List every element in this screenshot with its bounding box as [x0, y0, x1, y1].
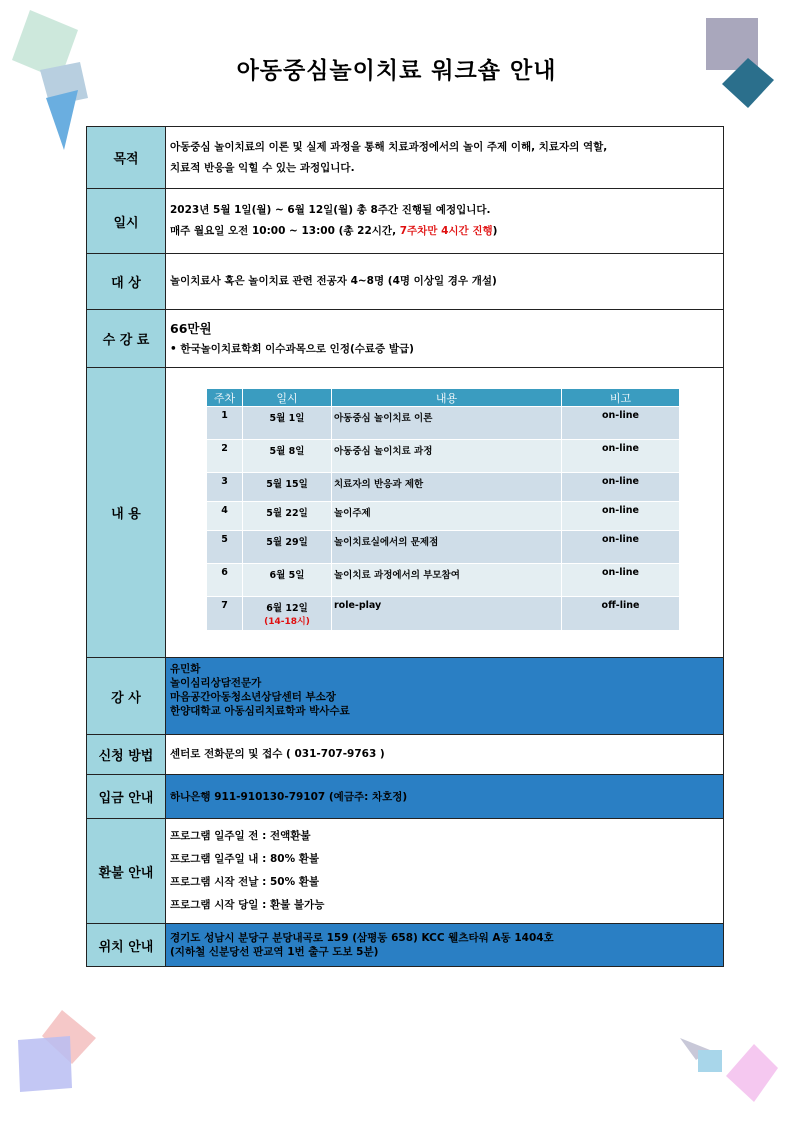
- schedule-line-2-end: ): [492, 225, 498, 237]
- instructor-position: 마음공간아동청소년상담센터 부소장: [170, 691, 336, 703]
- week-cell: 3: [207, 473, 243, 502]
- content-label: 내 용: [87, 368, 166, 658]
- fee-note: • 한국놀이치료학회 이수과목으로 인정(수료증 발급): [170, 342, 414, 355]
- curriculum-row: [207, 502, 680, 531]
- schedule-highlight: 7주차만 4시간 진행: [399, 225, 493, 237]
- date-text: 6월 12일: [266, 603, 308, 614]
- corner-decoration-bottom-right: [670, 1020, 793, 1121]
- week-cell: 4: [207, 502, 243, 531]
- curriculum-row: [207, 407, 680, 440]
- curriculum-row: [207, 564, 680, 597]
- page-title: 아동중심놀이치료 워크숍 안내: [236, 58, 557, 84]
- topic-cell: 치료자의 반응과 제한: [332, 473, 562, 502]
- header-date: 일시: [243, 389, 332, 407]
- purpose-value: [166, 127, 724, 189]
- target-label: 대 상: [87, 254, 166, 310]
- purpose-label: 목적: [87, 127, 166, 189]
- instructor-row: [87, 658, 724, 735]
- mode-cell: on-line: [562, 531, 680, 564]
- purpose-row: [87, 127, 724, 189]
- schedule-line-2-text: 매주 월요일 오전 10:00 ~ 13:00 (총 22시간,: [170, 225, 400, 237]
- refund-line: 프로그램 일주일 전 : 전액환불: [170, 830, 311, 842]
- curriculum-row: [207, 597, 680, 631]
- target-row: [87, 254, 724, 310]
- curriculum-table: [206, 388, 680, 631]
- purpose-line-2: 치료적 반응을 익힐 수 있는 과정입니다.: [170, 161, 355, 174]
- location-row: [87, 924, 724, 967]
- curriculum-row: [207, 531, 680, 564]
- mode-cell: off-line: [562, 597, 680, 631]
- schedule-value: [166, 189, 724, 254]
- fee-value: [166, 310, 724, 368]
- mode-cell: on-line: [562, 473, 680, 502]
- refund-value: [166, 819, 724, 924]
- week-cell: 5: [207, 531, 243, 564]
- mode-cell: on-line: [562, 440, 680, 473]
- target-value: 놀이치료사 혹은 놀이치료 관련 전공자 4~8명 (4명 이상일 경우 개설): [166, 254, 724, 310]
- header-topic: 내용: [332, 389, 562, 407]
- week-cell: 2: [207, 440, 243, 473]
- payment-row: [87, 775, 724, 819]
- location-value: [166, 924, 724, 967]
- refund-line: 프로그램 시작 전날 : 50% 환불: [170, 876, 320, 888]
- topic-cell: 놀이치료 과정에서의 부모참여: [332, 564, 562, 597]
- schedule-line-2: [170, 221, 719, 242]
- corner-decoration-bottom-left: [0, 1000, 110, 1121]
- info-table: [86, 126, 724, 967]
- date-cell: 5월 8일: [243, 440, 332, 473]
- apply-row: [87, 735, 724, 775]
- date-cell: 5월 15일: [243, 473, 332, 502]
- topic-cell: 아동중심 놀이치료 과정: [332, 440, 562, 473]
- mode-cell: on-line: [562, 502, 680, 531]
- curriculum-header: [207, 389, 680, 407]
- fee-amount: 66만원: [170, 320, 212, 336]
- refund-label: 환불 안내: [87, 819, 166, 924]
- schedule-row: [87, 189, 724, 254]
- instructor-education: 한양대학교 아동심리치료학과 박사수료: [170, 705, 350, 717]
- date-cell: 5월 29일: [243, 531, 332, 564]
- instructor-name: 유민화: [170, 663, 201, 675]
- curriculum-row: [207, 440, 680, 473]
- week-cell: 1: [207, 407, 243, 440]
- week-cell: 6: [207, 564, 243, 597]
- topic-cell: 아동중심 놀이치료 이론: [332, 407, 562, 440]
- content-value: [166, 368, 724, 658]
- instructor-label: 강 사: [87, 658, 166, 735]
- apply-value: 센터로 전화문의 및 접수 ( 031-707-9763 ): [166, 735, 724, 775]
- schedule-label: 일시: [87, 189, 166, 254]
- instructor-credential: 놀이심리상담전문가: [170, 677, 262, 689]
- date-cell: [243, 597, 332, 631]
- date-cell: 5월 1일: [243, 407, 332, 440]
- topic-cell: 놀이치료실에서의 문제점: [332, 531, 562, 564]
- schedule-line-1: 2023년 5월 1일(월) ~ 6월 12일(월) 총 8주간 진행될 예정입니다.: [170, 204, 491, 216]
- fee-label: 수 강 료: [87, 310, 166, 368]
- payment-value: 하나은행 911-910130-79107 (예금주: 차호정): [166, 775, 724, 819]
- payment-label: 입금 안내: [87, 775, 166, 819]
- week-cell: 7: [207, 597, 243, 631]
- refund-row: [87, 819, 724, 924]
- header-mode: 비고: [562, 389, 680, 407]
- topic-cell: 놀이주제: [332, 502, 562, 531]
- location-label: 위치 안내: [87, 924, 166, 967]
- instructor-value: [166, 658, 724, 735]
- purpose-line-1: 아동중심 놀이치료의 이론 및 실제 과정을 통해 치료과정에서의 놀이 주제 이해, 치료자의 역할,: [170, 140, 608, 153]
- refund-line: 프로그램 시작 당일 : 환불 불가능: [170, 899, 325, 911]
- location-address: 경기도 성남시 분당구 분당내곡로 159 (삼평동 658) KCC 웰츠타워 A동 1404호: [170, 932, 554, 944]
- refund-line: 프로그램 일주일 내 : 80% 환불: [170, 853, 320, 865]
- location-directions: (지하철 신분당선 판교역 1번 출구 도보 5분): [170, 946, 379, 958]
- apply-label: 신청 방법: [87, 735, 166, 775]
- content-row: [87, 368, 724, 658]
- date-cell: 5월 22일: [243, 502, 332, 531]
- topic-cell: role-play: [332, 597, 562, 631]
- curriculum-row: [207, 473, 680, 502]
- mode-cell: on-line: [562, 407, 680, 440]
- header-week: 주차: [207, 389, 243, 407]
- date-cell: 6월 5일: [243, 564, 332, 597]
- fee-row: [87, 310, 724, 368]
- mode-cell: on-line: [562, 564, 680, 597]
- date-note: (14-18시): [264, 617, 310, 627]
